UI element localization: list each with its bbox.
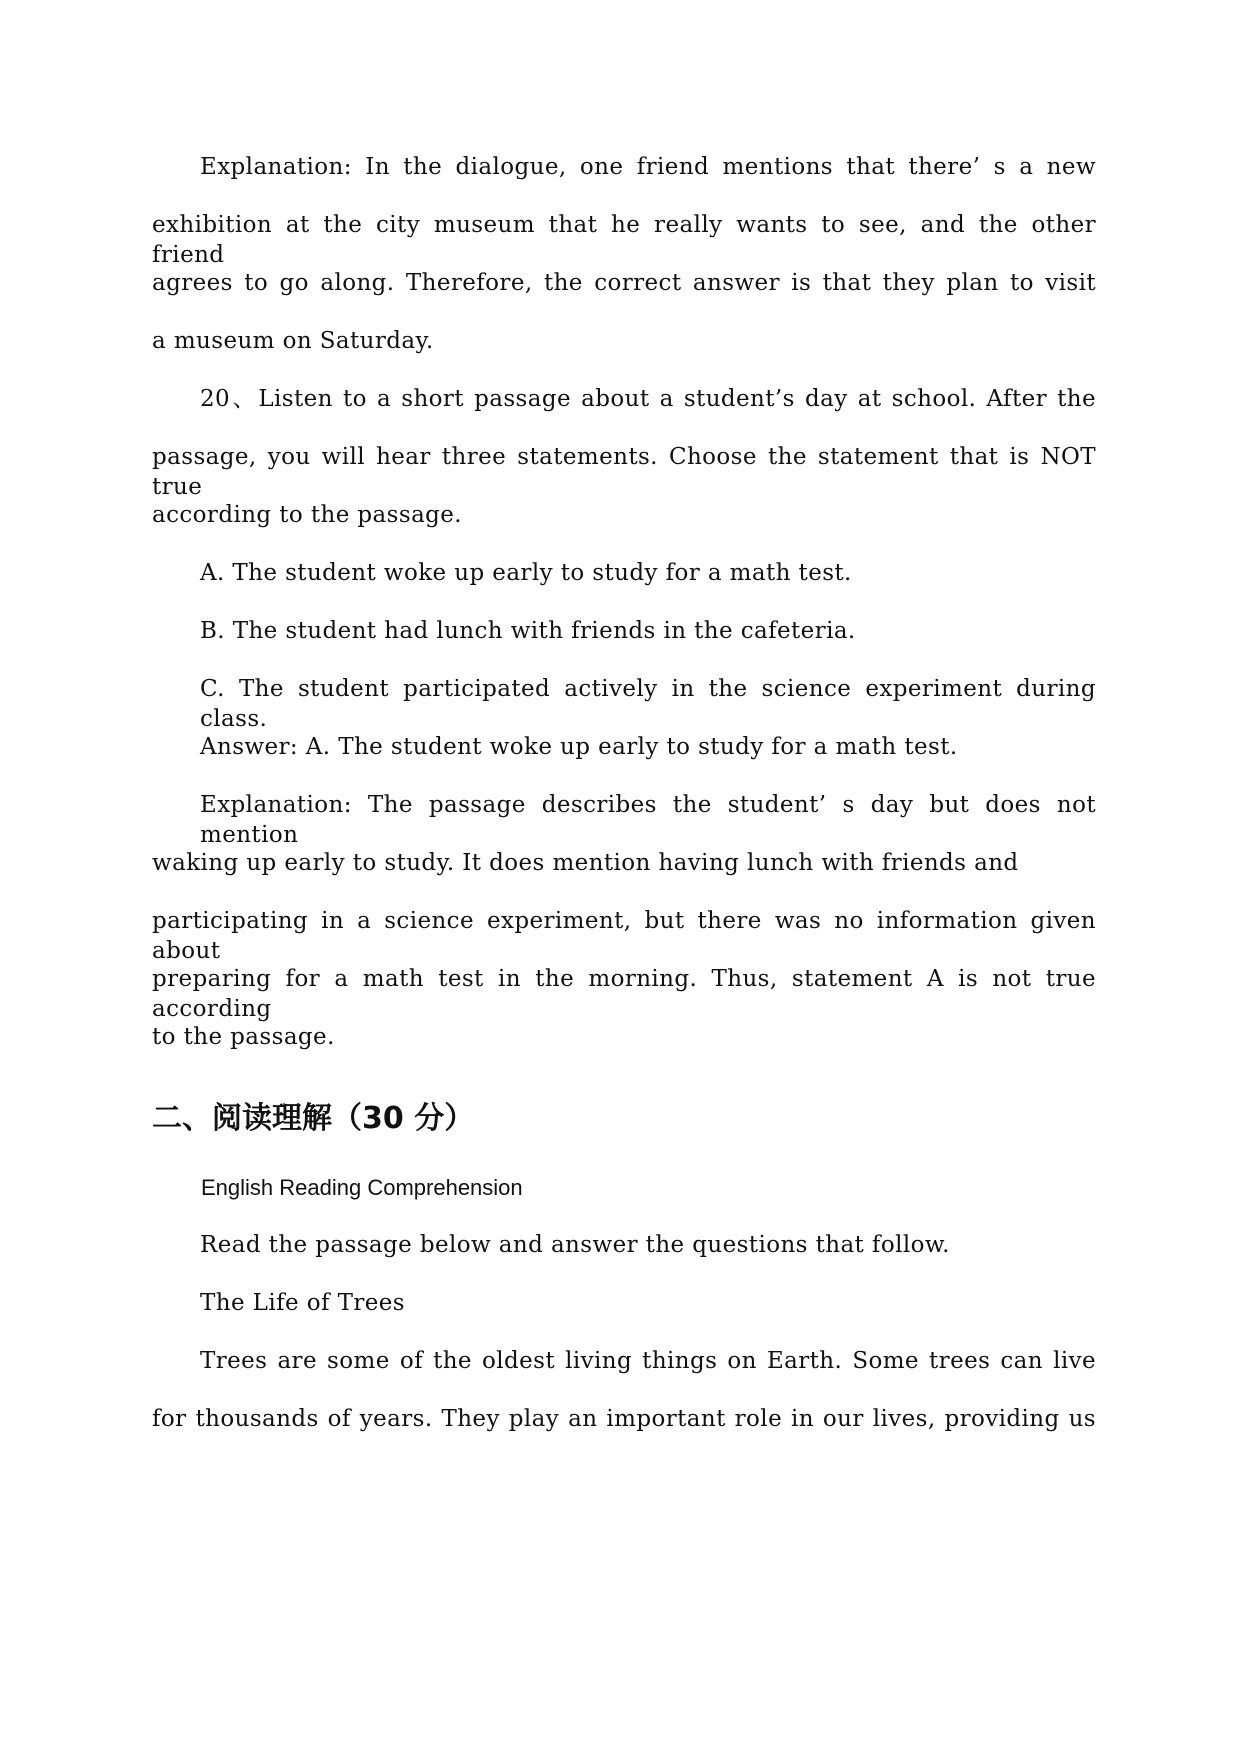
- q20-explanation-line-1: Explanation: The passage describes the student’ s day but does not mention: [200, 792, 1096, 848]
- q19-explanation-line-2: exhibition at the city museum that he really wants to see, and the other friend: [152, 212, 1096, 268]
- q19-explanation-line-3: agrees to go along. Therefore, the correct answer is that they plan to visit: [152, 270, 1096, 296]
- q19-explanation-line-1: Explanation: In the dialogue, one friend mentions that there’ s a new: [200, 154, 1096, 180]
- q19-explanation-line-4: a museum on Saturday.: [152, 328, 434, 354]
- q20-explanation-line-2: waking up early to study. It does mention having lunch with friends and: [152, 850, 1019, 876]
- q20-prompt-line-2: passage, you will hear three statements. Choose the statement that is NOT true: [152, 444, 1096, 500]
- passage-line-2: for thousands of years. They play an important role in our lives, providing us: [152, 1406, 1096, 1432]
- q20-prompt-line-3: according to the passage.: [152, 502, 463, 528]
- q20-option-b: B. The student had lunch with friends in the cafeteria.: [200, 618, 856, 644]
- passage-line-1: Trees are some of the oldest living things on Earth. Some trees can live: [200, 1348, 1096, 1374]
- reading-label: English Reading Comprehension: [201, 1175, 523, 1200]
- q20-explanation-line-5: to the passage.: [152, 1024, 335, 1050]
- q20-explanation-line-3: participating in a science experiment, but there was no information given about: [152, 908, 1096, 964]
- q20-explanation-line-4: preparing for a math test in the morning. Thus, statement A is not true according: [152, 966, 1096, 1022]
- passage-title: The Life of Trees: [200, 1290, 405, 1316]
- section-heading: 二、阅读理解（30 分）: [152, 1101, 475, 1136]
- reading-instruction: Read the passage below and answer the questions that follow.: [200, 1232, 950, 1258]
- q20-prompt-line-1: 20、Listen to a short passage about a student’s day at school. After the: [200, 386, 1096, 412]
- q20-option-a: A. The student woke up early to study for a math test.: [200, 560, 852, 586]
- q20-answer: Answer: A. The student woke up early to study for a math test.: [200, 734, 958, 760]
- q20-option-c: C. The student participated actively in the science experiment during class.: [200, 676, 1096, 732]
